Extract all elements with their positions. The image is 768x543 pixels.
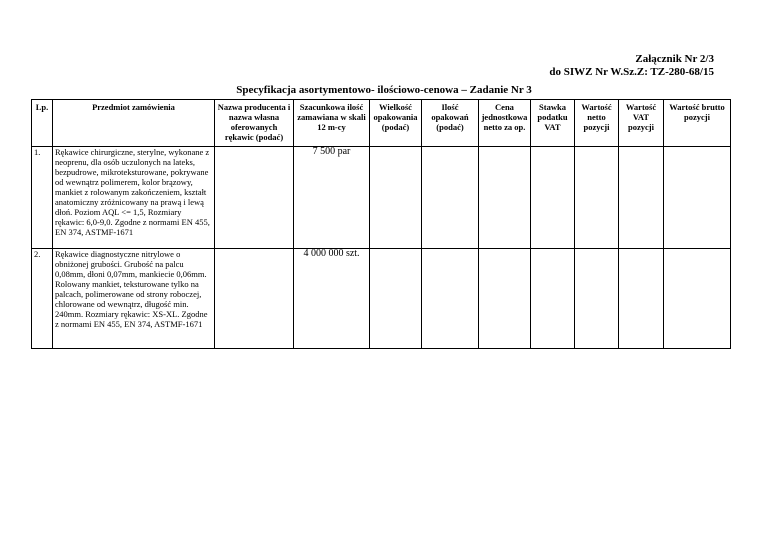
header-lp: Lp. xyxy=(32,100,53,147)
cell-gross-value xyxy=(664,249,731,349)
header-subject: Przedmiot zamówienia xyxy=(53,100,215,147)
cell-vat-value xyxy=(619,147,664,249)
table-row xyxy=(32,249,731,349)
header-pack-count: Ilość opakowań (podać) xyxy=(422,100,479,147)
cell-net-value xyxy=(575,147,619,249)
cell-vat-value xyxy=(619,249,664,349)
cell-pack-count xyxy=(422,147,479,249)
specification-table xyxy=(31,99,731,349)
header-estimated-qty: Szacunkowa ilość zamawiana w skali 12 m-cy xyxy=(294,100,370,147)
table-header-row xyxy=(32,100,731,147)
header-pack-size: Wielkość opakowania (podać) xyxy=(370,100,422,147)
annex-reference: do SIWZ Nr W.Sz.Z: TZ-280-68/15 xyxy=(549,66,714,78)
annex-header xyxy=(549,53,714,79)
cell-pack-size xyxy=(370,147,422,249)
row-quantity: 4 000 000 szt. xyxy=(294,249,370,349)
row-description: Rękawice diagnostyczne nitrylowe o obniżonej grubości. Grubość na palcu 0,08mm, dłoni 0,07mm, mankiecie 0,06mm. Rolowany mankiet, teksturowane tylko na palcach, polimerowane od strony roboczej, chlorowane od wewnątrz, długość min. 240mm. Rozmiary rękawic: XS-XL. Zgodne z normami EN 455, EN 374, ASTMF-1671 xyxy=(53,249,215,349)
row-description: Rękawice chirurgiczne, sterylne, wykonane z neoprenu, dla osób uczulonych na lateks, bezpudrowe, mikroteksturowane, pokrywane od wewnątrz polimerem, kolor brązowy, mankiet z rolowanym zakończeniem, kształt anatomiczny zróżnicowany na prawą i lewą dłoń. Poziom AQL <= 1,5, Rozmiary rękawic: 6,0-9,0. Zgodne z normami EN 455, EN 374, ASTMF-1671 xyxy=(53,147,215,249)
cell-unit-price xyxy=(479,249,531,349)
header-net-value: Wartość netto pozycji xyxy=(575,100,619,147)
cell-producer xyxy=(215,147,294,249)
header-vat-rate: Stawka podatku VAT xyxy=(531,100,575,147)
cell-producer xyxy=(215,249,294,349)
document-title: Specyfikacja asortymentowo- ilościowo-cenowa – Zadanie Nr 3 xyxy=(236,84,532,96)
cell-net-value xyxy=(575,249,619,349)
cell-gross-value xyxy=(664,147,731,249)
cell-pack-count xyxy=(422,249,479,349)
row-quantity: 7 500 par xyxy=(294,147,370,249)
header-producer: Nazwa producenta i nazwa własna oferowanych rękawic (podać) xyxy=(215,100,294,147)
annex-number: Załącznik Nr 2/3 xyxy=(635,53,714,65)
cell-vat-rate xyxy=(531,147,575,249)
cell-vat-rate xyxy=(531,249,575,349)
header-unit-price: Cena jednostkowa netto za op. xyxy=(479,100,531,147)
table-row xyxy=(32,147,731,249)
row-lp: 1. xyxy=(32,147,53,249)
row-lp: 2. xyxy=(32,249,53,349)
header-vat-value: Wartość VAT pozycji xyxy=(619,100,664,147)
cell-unit-price xyxy=(479,147,531,249)
header-gross-value: Wartość brutto pozycji xyxy=(664,100,731,147)
cell-pack-size xyxy=(370,249,422,349)
